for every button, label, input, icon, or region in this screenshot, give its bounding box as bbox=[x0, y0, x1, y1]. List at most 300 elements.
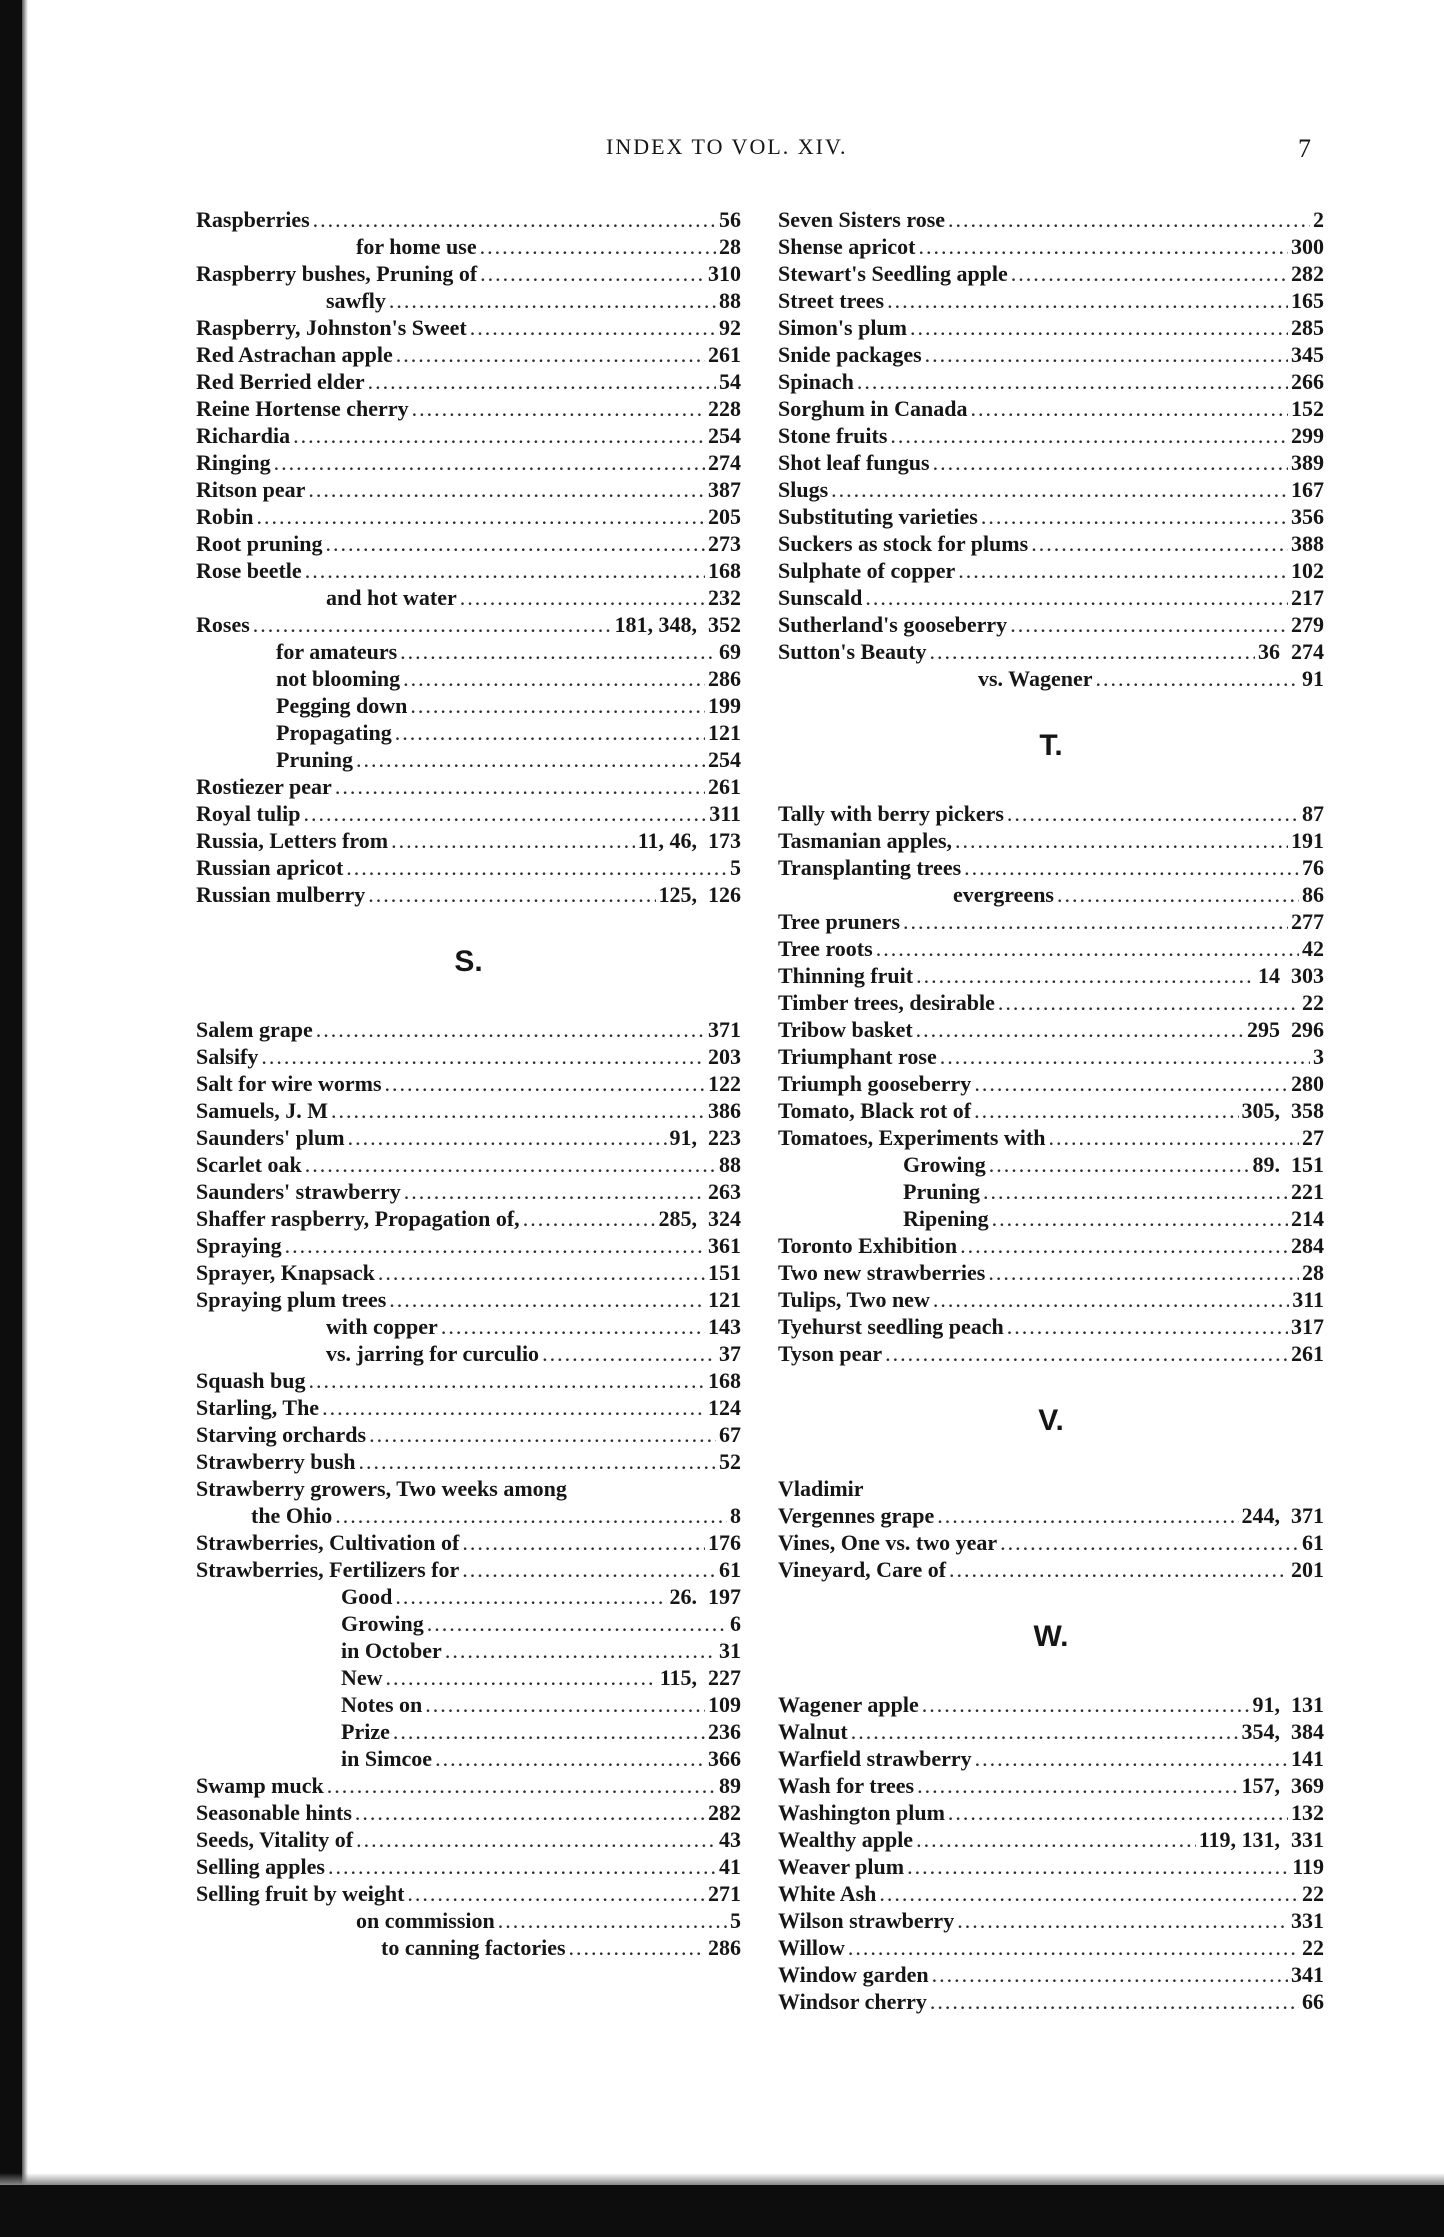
index-entry-line bbox=[196, 1178, 741, 1205]
index-entry bbox=[196, 719, 741, 746]
entry-label: Samuels, J. M bbox=[196, 1098, 328, 1123]
index-entry-line bbox=[778, 1961, 1324, 1988]
index-entry-line bbox=[196, 854, 741, 881]
entry-label: Shense apricot bbox=[778, 234, 916, 259]
entry-label: Spinach bbox=[778, 369, 854, 394]
section-spacer bbox=[778, 1664, 1324, 1691]
leader-dots bbox=[848, 1934, 1299, 1961]
entry-page-number: 5 bbox=[730, 1908, 741, 1933]
section-spacer bbox=[778, 773, 1324, 800]
entry-label: Seeds, Vitality of bbox=[196, 1827, 354, 1852]
entry-label: Ripening bbox=[903, 1206, 989, 1231]
index-entry-line bbox=[196, 206, 741, 233]
index-entry-line bbox=[778, 530, 1324, 557]
entry-page-number: 168 bbox=[708, 1368, 741, 1393]
entry-label: Tasmanian apples, bbox=[778, 828, 953, 853]
leader-dots bbox=[427, 1610, 727, 1637]
index-entry-line bbox=[196, 1799, 741, 1826]
entry-label: Swamp muck bbox=[196, 1773, 324, 1798]
entry-label: Wash for trees bbox=[778, 1773, 915, 1798]
index-entry-line bbox=[276, 746, 741, 773]
entry-label: Pegging down bbox=[276, 693, 408, 718]
leader-dots bbox=[378, 1259, 705, 1286]
leader-dots bbox=[998, 989, 1299, 1016]
entry-label: Simon's plum bbox=[778, 315, 907, 340]
entry-page-number: 389 bbox=[1291, 450, 1324, 475]
index-entry bbox=[778, 962, 1324, 989]
entry-page-number: 386 bbox=[708, 1098, 741, 1123]
entry-label: Salsify bbox=[196, 1044, 259, 1069]
entry-label: Snide packages bbox=[778, 342, 922, 367]
leader-dots bbox=[460, 584, 705, 611]
entry-label: Wealthy apple bbox=[778, 1827, 914, 1852]
index-entry-line bbox=[381, 1934, 741, 1961]
index-entry bbox=[196, 1394, 741, 1421]
index-entry bbox=[778, 1232, 1324, 1259]
entry-page-number: 141 bbox=[1291, 1746, 1324, 1771]
index-entry-line bbox=[778, 854, 1324, 881]
index-entry bbox=[778, 1772, 1324, 1799]
entry-page-number: 176 bbox=[708, 1530, 741, 1555]
entry-page-number: 277 bbox=[1291, 909, 1324, 934]
entry-page-number: 371 bbox=[708, 1017, 741, 1042]
entry-label: Washington plum bbox=[778, 1800, 945, 1825]
index-entry bbox=[196, 1448, 741, 1475]
entry-label: Saunders' plum bbox=[196, 1125, 345, 1150]
entry-page-number: 56 bbox=[719, 207, 741, 232]
index-entry-line bbox=[196, 1394, 741, 1421]
index-entry-line bbox=[341, 1610, 741, 1637]
section-spacer bbox=[778, 1367, 1324, 1394]
leader-dots bbox=[933, 1286, 1289, 1313]
index-entry bbox=[778, 881, 1324, 908]
index-entry-line bbox=[341, 1637, 741, 1664]
leader-dots bbox=[1095, 665, 1299, 692]
index-entry bbox=[196, 1502, 741, 1529]
page-number: 7 bbox=[1298, 134, 1311, 163]
entry-page-number: 3 bbox=[1313, 1044, 1324, 1069]
leader-dots bbox=[925, 341, 1288, 368]
leader-dots bbox=[400, 638, 716, 665]
leader-dots bbox=[385, 1070, 705, 1097]
index-entry bbox=[778, 233, 1324, 260]
index-entry-line bbox=[196, 1286, 741, 1313]
index-entry bbox=[778, 1259, 1324, 1286]
leader-dots bbox=[910, 314, 1288, 341]
leader-dots bbox=[885, 1340, 1288, 1367]
entry-label: Pruning bbox=[276, 747, 354, 772]
index-entry bbox=[778, 1124, 1324, 1151]
entry-label: Rostiezer pear bbox=[196, 774, 332, 799]
entry-page-number: 61 bbox=[719, 1557, 741, 1582]
entry-label: Tomatoes, Experiments with bbox=[778, 1125, 1046, 1150]
entry-page-number: 61 bbox=[1302, 1530, 1324, 1555]
entry-page-number: 91, 131 bbox=[1252, 1692, 1324, 1717]
entry-label: Root pruning bbox=[196, 531, 323, 556]
index-entry-line bbox=[778, 1907, 1324, 1934]
leader-dots bbox=[887, 287, 1288, 314]
index-entry-line bbox=[326, 287, 741, 314]
entry-label: Stone fruits bbox=[778, 423, 888, 448]
entry-label: Warfield strawberry bbox=[778, 1746, 972, 1771]
leader-dots bbox=[569, 1934, 705, 1961]
index-entry bbox=[778, 935, 1324, 962]
entry-label: Salt for wire worms bbox=[196, 1071, 382, 1096]
index-entry-line bbox=[341, 1691, 741, 1718]
entry-page-number: 67 bbox=[719, 1422, 741, 1447]
index-entry-line bbox=[196, 1448, 741, 1475]
index-entry bbox=[196, 422, 741, 449]
index-entry-line bbox=[778, 1988, 1324, 2015]
entry-label: on commission bbox=[356, 1908, 495, 1933]
entry-page-number: 284 bbox=[1291, 1233, 1324, 1258]
leader-dots bbox=[937, 1502, 1238, 1529]
entry-label: Red Astrachan apple bbox=[196, 342, 393, 367]
entry-label: Squash bug bbox=[196, 1368, 306, 1393]
index-entry bbox=[196, 1610, 741, 1637]
entry-label: Walnut bbox=[778, 1719, 848, 1744]
index-entry bbox=[778, 1043, 1324, 1070]
index-entry-line bbox=[196, 881, 741, 908]
index-entry-line bbox=[326, 1313, 741, 1340]
index-entry-line bbox=[196, 476, 741, 503]
entry-label: Toronto Exhibition bbox=[778, 1233, 958, 1258]
index-entry bbox=[196, 1421, 741, 1448]
index-entry-line bbox=[778, 1529, 1324, 1556]
entry-page-number: 310 bbox=[708, 261, 741, 286]
index-entry bbox=[196, 1340, 741, 1367]
entry-label: sawfly bbox=[326, 288, 386, 313]
index-entry-line bbox=[778, 1313, 1324, 1340]
index-entry bbox=[196, 341, 741, 368]
leader-dots bbox=[348, 1124, 667, 1151]
leader-dots bbox=[356, 1826, 716, 1853]
leader-dots bbox=[261, 1043, 705, 1070]
index-entry bbox=[196, 1934, 741, 1961]
index-entry-line bbox=[778, 233, 1324, 260]
entry-page-number: 221 bbox=[1291, 1179, 1324, 1204]
index-entry-line bbox=[196, 341, 741, 368]
entry-label: Vineyard, Care of bbox=[778, 1557, 947, 1582]
entry-label: Good bbox=[341, 1584, 393, 1609]
leader-dots bbox=[256, 503, 705, 530]
index-entry-line bbox=[778, 1286, 1324, 1313]
index-entry bbox=[196, 800, 741, 827]
section-spacer bbox=[778, 1583, 1324, 1610]
index-entry bbox=[778, 206, 1324, 233]
index-entry-line bbox=[778, 638, 1324, 665]
section-spacer bbox=[778, 692, 1324, 719]
entry-page-number: 22 bbox=[1302, 1881, 1324, 1906]
leader-dots bbox=[974, 1070, 1288, 1097]
index-entry-line bbox=[778, 260, 1324, 287]
index-entry-line bbox=[778, 1853, 1324, 1880]
index-entry bbox=[196, 1043, 741, 1070]
index-entry-line bbox=[196, 314, 741, 341]
index-entry bbox=[778, 854, 1324, 881]
entry-label: Spraying bbox=[196, 1233, 282, 1258]
index-entry bbox=[196, 1232, 741, 1259]
entry-label: Sutherland's gooseberry bbox=[778, 612, 1008, 637]
index-entry bbox=[196, 665, 741, 692]
entry-page-number: 143 bbox=[708, 1314, 741, 1339]
entry-page-number: 121 bbox=[708, 1287, 741, 1312]
index-entry bbox=[778, 1934, 1324, 1961]
entry-page-number: 366 bbox=[708, 1746, 741, 1771]
entry-page-number: 244, 371 bbox=[1241, 1503, 1324, 1528]
entry-page-number: 199 bbox=[708, 693, 741, 718]
entry-label: Seven Sisters rose bbox=[778, 207, 946, 232]
entry-label: Suckers as stock for plums bbox=[778, 531, 1029, 556]
index-entry bbox=[196, 368, 741, 395]
index-entry-line bbox=[778, 908, 1324, 935]
entry-page-number: 299 bbox=[1291, 423, 1324, 448]
leader-dots bbox=[890, 422, 1288, 449]
section-heading: T. bbox=[1039, 729, 1063, 762]
entry-page-number: 14 303 bbox=[1258, 963, 1324, 988]
entry-label: Slugs bbox=[778, 477, 829, 502]
entry-page-number: 76 bbox=[1302, 855, 1324, 880]
entry-label: Transplanting trees bbox=[778, 855, 962, 880]
entry-page-number: 273 bbox=[708, 531, 741, 556]
index-entry bbox=[196, 1907, 741, 1934]
index-entry-line bbox=[196, 1529, 741, 1556]
entry-label: Raspberry, Johnston's Sweet bbox=[196, 315, 467, 340]
leader-dots bbox=[412, 395, 705, 422]
index-entry-line bbox=[778, 206, 1324, 233]
index-entry-line bbox=[778, 287, 1324, 314]
entry-page-number: 165 bbox=[1291, 288, 1324, 313]
index-entry bbox=[778, 1988, 1324, 2015]
index-entry bbox=[196, 557, 741, 584]
entry-page-number: 354, 384 bbox=[1241, 1719, 1324, 1744]
index-entry bbox=[778, 1151, 1324, 1178]
index-entry-line bbox=[778, 1826, 1324, 1853]
index-entry-line bbox=[778, 368, 1324, 395]
index-entry bbox=[196, 260, 741, 287]
index-entry bbox=[778, 1745, 1324, 1772]
index-entry-line bbox=[196, 1880, 741, 1907]
index-entry-line bbox=[778, 1772, 1324, 1799]
leader-dots bbox=[285, 1232, 705, 1259]
index-entry bbox=[196, 1799, 741, 1826]
index-entry-line bbox=[326, 1340, 741, 1367]
index-entry bbox=[778, 638, 1324, 665]
index-entry-line bbox=[953, 881, 1324, 908]
index-entry-line bbox=[196, 1151, 741, 1178]
leader-dots bbox=[971, 395, 1288, 422]
leader-dots bbox=[359, 1448, 716, 1475]
index-entry bbox=[196, 773, 741, 800]
leader-dots bbox=[386, 1664, 657, 1691]
entry-page-number: 261 bbox=[708, 342, 741, 367]
entry-label: Sorghum in Canada bbox=[778, 396, 968, 421]
entry-page-number: 88 bbox=[719, 288, 741, 313]
index-entry bbox=[778, 1178, 1324, 1205]
bottom-edge-shade bbox=[0, 2173, 1444, 2185]
leader-dots bbox=[1007, 800, 1299, 827]
leader-dots bbox=[410, 692, 705, 719]
leader-dots bbox=[523, 1205, 656, 1232]
entry-page-number: 2 bbox=[1313, 207, 1324, 232]
index-entry-line bbox=[196, 449, 741, 476]
entry-label: Russian mulberry bbox=[196, 882, 366, 907]
entry-label: New bbox=[341, 1665, 383, 1690]
leader-dots bbox=[1010, 611, 1288, 638]
index-entry-line bbox=[778, 827, 1324, 854]
entry-page-number: 132 bbox=[1291, 1800, 1324, 1825]
entry-page-number: 266 bbox=[1291, 369, 1324, 394]
entry-label: Strawberries, Cultivation of bbox=[196, 1530, 460, 1555]
leader-dots bbox=[879, 1880, 1299, 1907]
entry-label: not blooming bbox=[276, 666, 401, 691]
entry-page-number: 66 bbox=[1302, 1989, 1324, 2014]
entry-label: Windsor cherry bbox=[778, 1989, 927, 2014]
entry-label: Pruning bbox=[903, 1179, 981, 1204]
index-entry bbox=[778, 341, 1324, 368]
index-entry-line bbox=[196, 1772, 741, 1799]
index-entry-line bbox=[196, 557, 741, 584]
entry-page-number: 305, 358 bbox=[1241, 1098, 1324, 1123]
leader-dots bbox=[305, 1151, 716, 1178]
index-entry bbox=[778, 1286, 1324, 1313]
leader-dots bbox=[327, 1772, 716, 1799]
entry-label: Triumph gooseberry bbox=[778, 1071, 972, 1096]
leader-dots bbox=[933, 449, 1288, 476]
index-entry bbox=[778, 260, 1324, 287]
entry-label: Tomato, Black rot of bbox=[778, 1098, 972, 1123]
index-entry-line bbox=[196, 1259, 741, 1286]
index-entry bbox=[196, 1259, 741, 1286]
index-entry-line bbox=[778, 962, 1324, 989]
leader-dots bbox=[335, 1502, 727, 1529]
leader-dots bbox=[293, 422, 705, 449]
entry-page-number: 279 bbox=[1291, 612, 1324, 637]
leader-dots bbox=[308, 476, 705, 503]
entry-page-number: 205 bbox=[708, 504, 741, 529]
leader-dots bbox=[930, 638, 1255, 665]
index-entry bbox=[778, 1205, 1324, 1232]
leader-dots bbox=[355, 1799, 705, 1826]
index-entry bbox=[778, 1691, 1324, 1718]
entry-label: Shaffer raspberry, Propagation of, bbox=[196, 1206, 520, 1231]
index-entry bbox=[778, 476, 1324, 503]
index-entry bbox=[778, 665, 1324, 692]
leader-dots bbox=[865, 584, 1288, 611]
index-entry-line bbox=[778, 1259, 1324, 1286]
index-entry bbox=[196, 1826, 741, 1853]
entry-label: Tyehurst seedling peach bbox=[778, 1314, 1004, 1339]
index-entry bbox=[778, 1502, 1324, 1529]
entry-label: Rose beetle bbox=[196, 558, 302, 583]
index-entry-line bbox=[778, 1718, 1324, 1745]
leader-dots bbox=[356, 746, 705, 773]
section-heading: S. bbox=[454, 945, 483, 978]
index-entry-line bbox=[196, 1853, 741, 1880]
leader-dots bbox=[930, 1988, 1299, 2015]
entry-page-number: 119 bbox=[1292, 1854, 1324, 1879]
index-entry bbox=[778, 989, 1324, 1016]
index-entry-line bbox=[778, 395, 1324, 422]
index-column-left bbox=[196, 206, 741, 1961]
leader-dots bbox=[932, 1961, 1288, 1988]
entry-label: Wagener apple bbox=[778, 1692, 919, 1717]
index-entry bbox=[196, 1691, 741, 1718]
entry-page-number: 286 bbox=[708, 1935, 741, 1960]
index-entry bbox=[778, 1097, 1324, 1124]
entry-label: Tally with berry pickers bbox=[778, 801, 1004, 826]
index-entry bbox=[778, 1313, 1324, 1340]
entry-label: Strawberries, Fertilizers for bbox=[196, 1557, 460, 1582]
index-entry bbox=[778, 800, 1324, 827]
index-entry-line bbox=[196, 611, 741, 638]
index-entry bbox=[778, 1529, 1324, 1556]
index-entry-line bbox=[196, 1232, 741, 1259]
leader-dots bbox=[940, 1043, 1310, 1070]
index-entry-line bbox=[196, 1556, 741, 1583]
entry-page-number: 345 bbox=[1291, 342, 1324, 367]
leader-dots bbox=[304, 800, 707, 827]
index-entry bbox=[196, 827, 741, 854]
index-entry-line bbox=[341, 1718, 741, 1745]
leader-dots bbox=[974, 1097, 1238, 1124]
bottom-scan-band bbox=[0, 2185, 1444, 2237]
index-entry-line bbox=[778, 584, 1324, 611]
entry-label: Russia, Letters from bbox=[196, 828, 389, 853]
entry-label: Saunders' strawberry bbox=[196, 1179, 401, 1204]
index-entry bbox=[778, 503, 1324, 530]
index-entry-line bbox=[778, 1799, 1324, 1826]
index-entry-line bbox=[276, 638, 741, 665]
entry-label: Sprayer, Knapsack bbox=[196, 1260, 375, 1285]
entry-label: Scarlet oak bbox=[196, 1152, 302, 1177]
entry-page-number: 388 bbox=[1291, 531, 1324, 556]
index-entry bbox=[778, 584, 1324, 611]
entry-label: Salem grape bbox=[196, 1017, 313, 1042]
leader-dots bbox=[396, 341, 705, 368]
index-entry-line bbox=[196, 1070, 741, 1097]
leader-dots bbox=[389, 1286, 705, 1313]
entry-label: Starving orchards bbox=[196, 1422, 367, 1447]
leader-dots bbox=[404, 1178, 705, 1205]
entry-label: Strawberry bush bbox=[196, 1449, 356, 1474]
index-entry bbox=[196, 638, 741, 665]
entry-label: Growing bbox=[903, 1152, 986, 1177]
entry-label: Selling fruit by weight bbox=[196, 1881, 405, 1906]
leader-dots bbox=[368, 368, 716, 395]
entry-label: vs. jarring for curculio bbox=[326, 1341, 540, 1366]
index-entry bbox=[196, 1178, 741, 1205]
index-entry-line bbox=[341, 1583, 741, 1610]
entry-page-number: 191 bbox=[1291, 828, 1324, 853]
entry-label: Russian apricot bbox=[196, 855, 344, 880]
index-entry bbox=[196, 395, 741, 422]
index-entry-line bbox=[778, 989, 1324, 1016]
index-entry bbox=[778, 1799, 1324, 1826]
index-entry bbox=[196, 1367, 741, 1394]
index-entry-line bbox=[778, 449, 1324, 476]
leader-dots bbox=[322, 1394, 705, 1421]
index-entry bbox=[778, 422, 1324, 449]
index-entry-line bbox=[778, 1745, 1324, 1772]
book-spine-shadow bbox=[0, 0, 22, 2237]
index-entry-line bbox=[778, 1502, 1324, 1529]
index-entry bbox=[196, 476, 741, 503]
index-entry bbox=[778, 395, 1324, 422]
index-entry-line bbox=[196, 1205, 741, 1232]
entry-label: Sutton's Beauty bbox=[778, 639, 927, 664]
index-entry-line bbox=[778, 476, 1324, 503]
